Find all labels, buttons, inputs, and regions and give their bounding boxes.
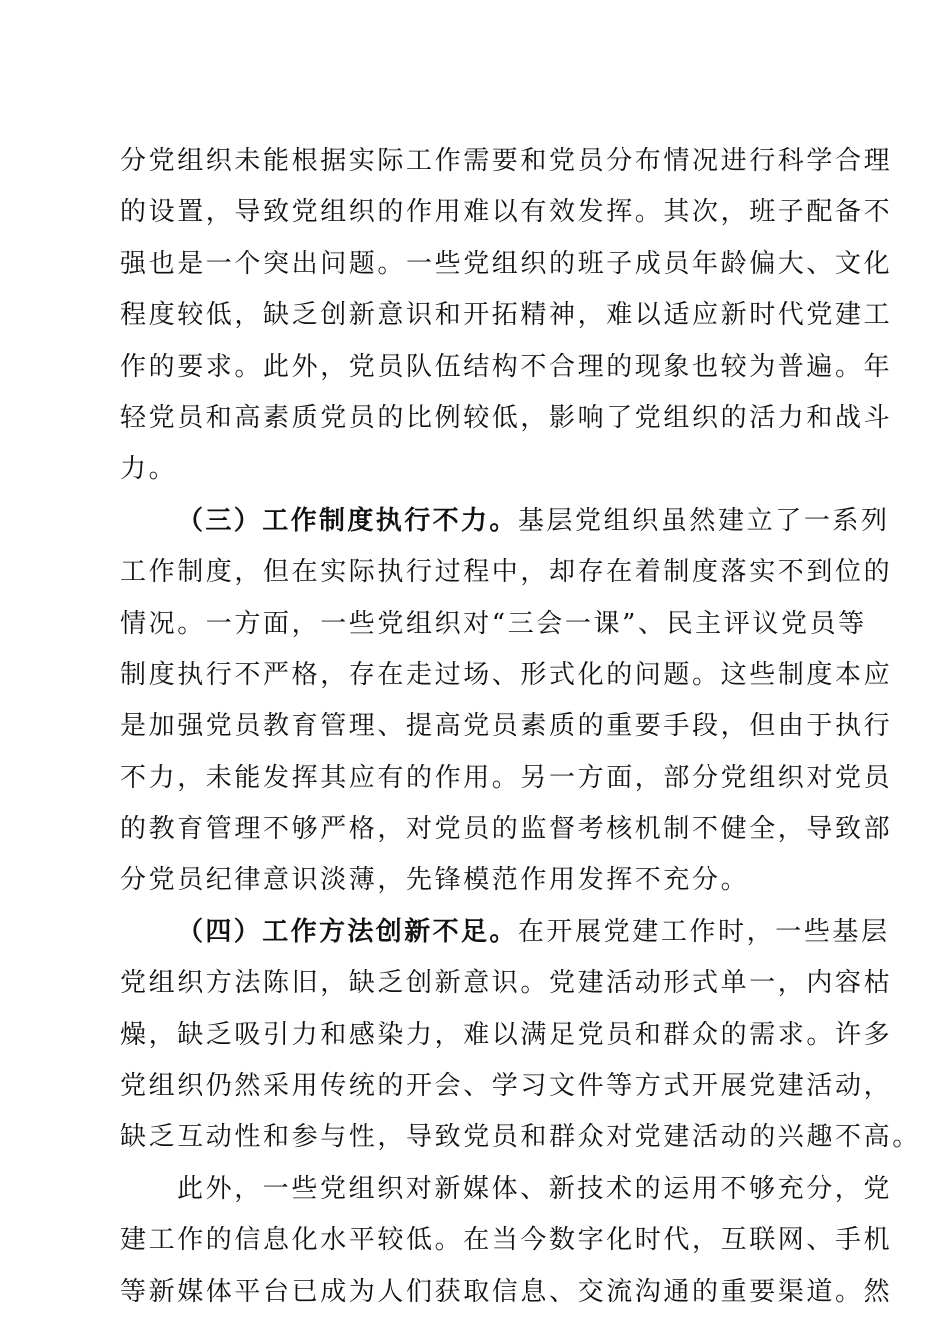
paragraph-2 <box>120 496 893 907</box>
text-line: 的设置，导致党组织的作用难以有效发挥。其次，班子配备不 <box>120 197 893 228</box>
text-line <box>120 907 890 958</box>
text-line: 不力，未能发挥其应有的作用。另一方面，部分党组织对党员 <box>120 762 893 793</box>
text-line: 此外，一些党组织对新媒体、新技术的运用不够充分，党 <box>177 1173 893 1204</box>
text-line: 强也是一个突出问题。一些党组织的班子成员年龄偏大、文化 <box>120 248 893 279</box>
text-line: 分党员纪律意识淡薄，先锋模范作用发挥不充分。 <box>120 865 750 896</box>
text-run: 基层党组织虽然建立了一系列 <box>517 505 890 536</box>
text-run: 在开展党建工作时，一些基层 <box>517 916 890 947</box>
paragraph-3 <box>120 907 921 1164</box>
text-line: 燥，缺乏吸引力和感染力，难以满足党员和群众的需求。许多 <box>120 1019 893 1050</box>
text-line <box>120 496 890 547</box>
section-heading-3: （三）工作制度执行不力。 <box>177 505 518 536</box>
text-line: 是加强党员教育管理、提高党员素质的重要手段，但由于执行 <box>120 711 893 742</box>
text-line: 党组织方法陈旧，缺乏创新意识。党建活动形式单一，内容枯 <box>120 968 893 999</box>
text-line: 工作制度，但在实际执行过程中，却存在着制度落实不到位的 <box>120 557 893 588</box>
text-line: 等新媒体平台已成为人们获取信息、交流沟通的重要渠道。然 <box>120 1276 893 1307</box>
document-body <box>120 136 921 1318</box>
paragraph-1 <box>120 136 893 496</box>
paragraph-4 <box>120 1164 893 1318</box>
text-line: 情况。一方面，一些党组织对“三会一课”、民主评议党员等 <box>120 608 867 639</box>
text-line: 缺乏互动性和参与性，导致党员和群众对党建活动的兴趣不高。 <box>120 1122 921 1153</box>
section-heading-4: （四）工作方法创新不足。 <box>177 916 518 947</box>
text-line: 分党组织未能根据实际工作需要和党员分布情况进行科学合理 <box>120 146 893 176</box>
text-line: 力。 <box>120 454 178 485</box>
text-line: 制度执行不严格，存在走过场、形式化的问题。这些制度本应 <box>120 659 893 690</box>
text-line: 作的要求。此外，党员队伍结构不合理的现象也较为普遍。年 <box>120 351 893 382</box>
text-line: 党组织仍然采用传统的开会、学习文件等方式开展党建活动， <box>120 1071 893 1102</box>
text-line: 建工作的信息化水平较低。在当今数字化时代，互联网、手机 <box>120 1225 893 1256</box>
text-line: 轻党员和高素质党员的比例较低，影响了党组织的活力和战斗 <box>120 402 893 433</box>
text-line: 的教育管理不够严格，对党员的监督考核机制不健全，导致部 <box>120 814 893 845</box>
text-line: 程度较低，缺乏创新意识和开拓精神，难以适应新时代党建工 <box>120 300 893 331</box>
